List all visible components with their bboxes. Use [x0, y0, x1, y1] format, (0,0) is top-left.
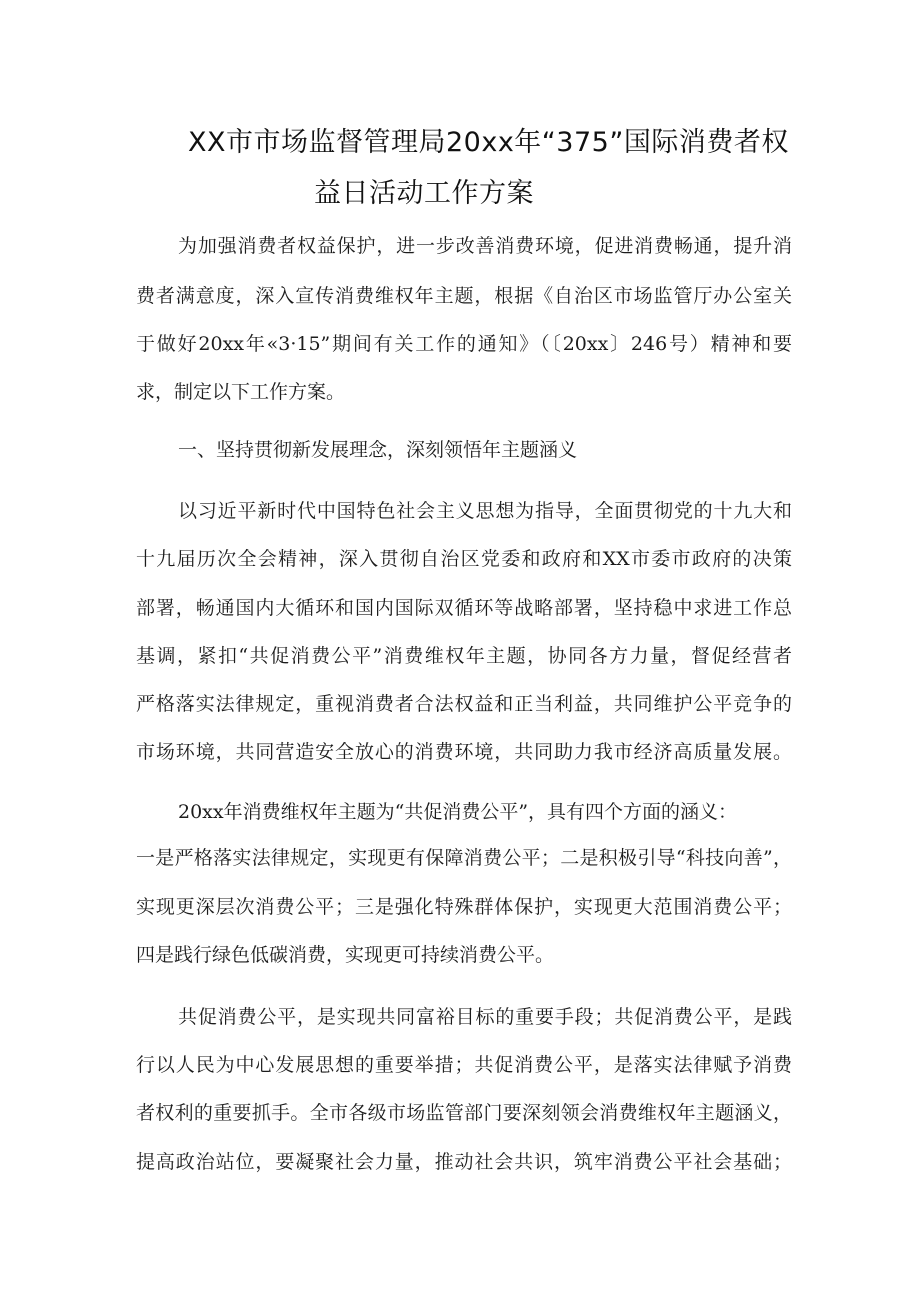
paragraph-line: 四是践行绿色低碳消费，实现更可持续消费公平。	[136, 944, 555, 966]
document-title-line-2: 益日活动工作方案	[314, 178, 534, 209]
paragraph-line: 实现更深层次消费公平；三是强化特殊群体保护，实现更大范围消费公平；	[136, 896, 792, 918]
paragraph-line: 费者满意度，深入宣传消费维权年主题，根据《自治区市场监管厅办公室关	[136, 285, 792, 307]
paragraph-line: 严格落实法律规定，重视消费者合法权益和正当利益，共同维护公平竞争的	[136, 693, 792, 715]
paragraph-line: 行以人民为中心发展思想的重要举措；共促消费公平，是落实法律赋予消费	[136, 1054, 792, 1076]
paragraph-line: 共促消费公平，是实现共同富裕目标的重要手段；共促消费公平，是践	[178, 1006, 792, 1028]
paragraph-line: 为加强消费者权益保护，进一步改善消费环境，促进消费畅通，提升消	[178, 235, 792, 257]
paragraph-line: 20xx年消费维权年主题为“共促消费公平”，具有四个方面的涵义：	[178, 801, 738, 823]
paragraph-line: 以习近平新时代中国特色社会主义思想为指导，全面贯彻党的十九大和	[178, 500, 792, 522]
paragraph-line: 部署，畅通国内大循环和国内国际双循环等战略部署，坚持稳中求进工作总	[136, 597, 792, 619]
paragraph-line: 提高政治站位，要凝聚社会力量，推动社会共识，筑牢消费公平社会基础；	[136, 1151, 792, 1173]
document-title-line-1: XX市市场监督管理局20xx年“375”国际消费者权	[188, 127, 789, 158]
paragraph-line: 者权利的重要抓手。全市各级市场监管部门要深刻领会消费维权年主题涵义，	[136, 1102, 792, 1124]
section-heading: 一、坚持贯彻新发展理念，深刻领悟年主题涵义	[178, 439, 578, 461]
paragraph-line: 基调，紧扣“共促消费公平”消费维权年主题，协同各方力量，督促经营者	[136, 645, 792, 667]
paragraph-line: 一是严格落实法律规定，实现更有保障消费公平；二是积极引导“科技向善”，	[136, 847, 792, 869]
paragraph-line: 求，制定以下工作方案。	[136, 381, 346, 403]
paragraph-line: 十九届历次全会精神，深入贯彻自治区党委和政府和XX市委市政府的决策	[136, 548, 792, 570]
paragraph-line: 于做好20xx年«3·15”期间有关工作的通知》（〔20xx〕246号）精神和要	[136, 333, 792, 355]
paragraph-line: 市场环境，共同营造安全放心的消费环境，共同助力我市经济高质量发展。	[136, 741, 792, 763]
